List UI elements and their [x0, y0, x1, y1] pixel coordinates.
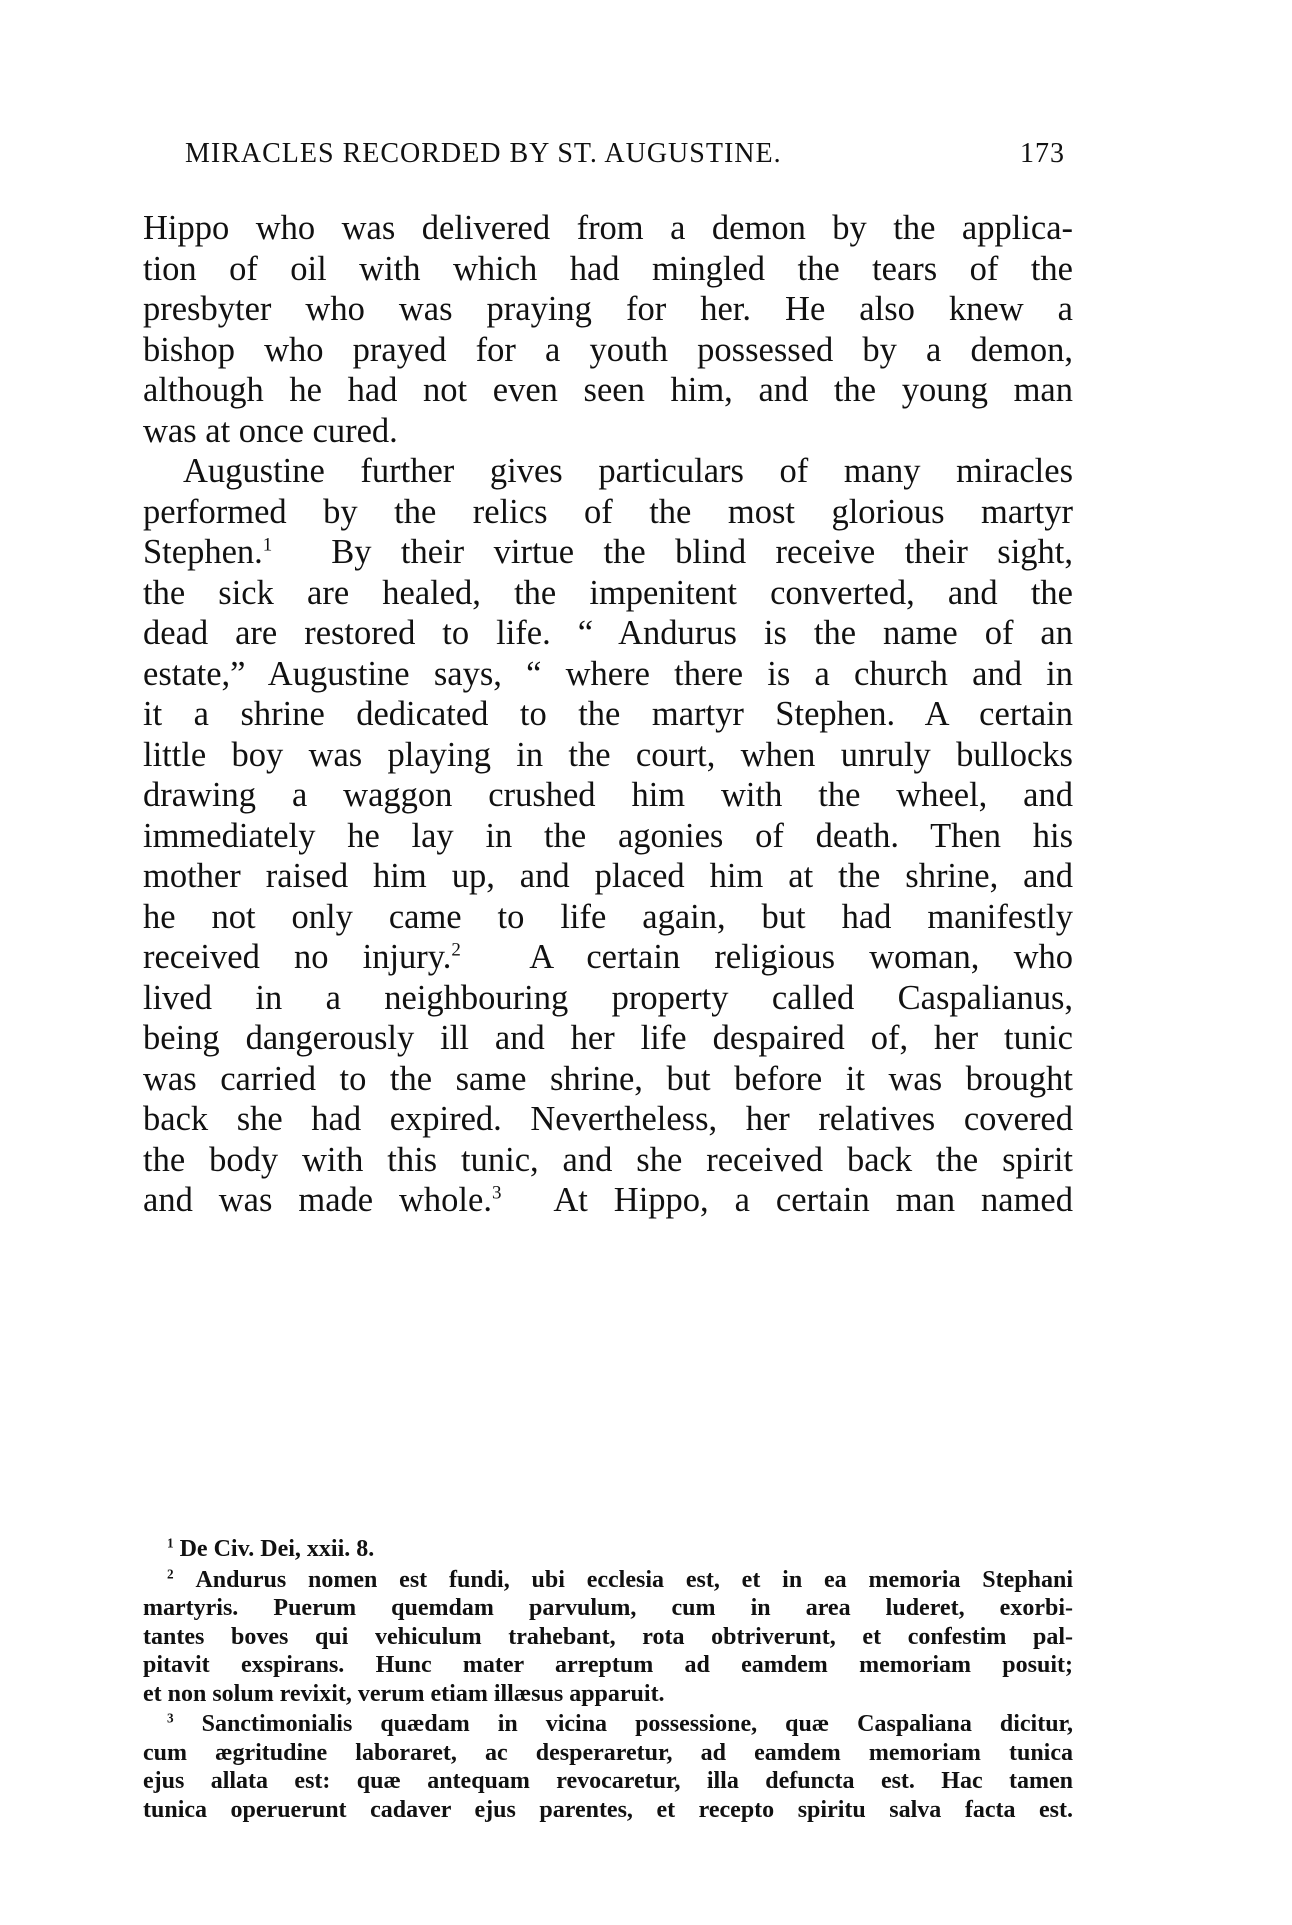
text-line-with-footnote	[143, 937, 1073, 978]
text-line: the body with this tunic, and she received back the spirit	[143, 1140, 1073, 1179]
footnote-line: et non solum revixit, verum etiam illæsus apparuit.	[143, 1680, 665, 1707]
text-line: bishop who prayed for a youth possessed by a demon,	[143, 330, 1073, 369]
text-line: back she had expired. Nevertheless, her relatives covered	[143, 1100, 1073, 1138]
text-line: drawing a waggon crushed him with the wheel, and	[143, 776, 1073, 814]
text-line: mother raised him up, and placed him at the shrine, and	[143, 857, 1073, 895]
footnote-line: martyris. Puerum quemdam parvulum, cum in area luderet, exorbi-	[143, 1595, 1073, 1621]
text-segment: Stephen.	[143, 533, 263, 571]
running-head	[185, 138, 1065, 178]
footnote-text: Andurus nomen est fundi, ubi ecclesia est, et in ea memoria Stephani	[195, 1566, 1073, 1593]
footnote-line: ejus allata est: quæ antequam revocaretur, illa defuncta est. Hac tamen	[143, 1768, 1073, 1794]
text-line: he not only came to life again, but had manifestly	[143, 897, 1073, 936]
text-segment: At Hippo, a certain man named	[553, 1181, 1073, 1219]
text-line: lived in a neighbouring property called Caspalianus,	[143, 978, 1073, 1017]
text-line: tion of oil with which had mingled the tears of the	[143, 249, 1073, 288]
text-line: performed by the relics of the most glorious martyr	[143, 492, 1073, 531]
footnote-2	[143, 1566, 1073, 1595]
text-line: Augustine further gives particulars of many miracles	[183, 452, 1073, 490]
body-text	[143, 208, 1073, 1221]
text-line: was at once cured.	[143, 411, 398, 450]
text-line: presbyter who was praying for her. He also knew a	[143, 290, 1073, 328]
footnote-marker: 2	[167, 1565, 174, 1581]
footnote-reference[interactable]: 1	[262, 534, 273, 556]
footnote-1	[143, 1535, 1073, 1564]
footnote-line: tunica operuerunt cadaver ejus parentes, et recepto spiritu salva facta est.	[143, 1796, 1073, 1823]
text-line: it a shrine dedicated to the martyr Stephen. A certain	[143, 695, 1073, 733]
text-line: estate,” Augustine says, “ where there is a church and in	[143, 654, 1073, 693]
footnote-line: pitavit exspirans. Hunc mater arreptum ad eamdem memoriam posuit;	[143, 1652, 1073, 1678]
footnote-text: Sanctimonialis quædam in vicina possessione, quæ Caspaliana dicitur,	[201, 1711, 1073, 1737]
text-line: the sick are healed, the impenitent converted, and the	[143, 573, 1073, 612]
text-line: although he had not even seen him, and the young man	[143, 371, 1073, 409]
footnotes	[143, 1535, 1073, 1824]
footnote-text: De Civ. Dei, xxii. 8.	[179, 1536, 375, 1562]
text-line: dead are restored to life. “ Andurus is the name of an	[143, 614, 1073, 652]
page-number: 173	[1020, 138, 1065, 169]
footnote-line: tantes boves qui vehiculum trahebant, rota obtriverunt, et confestim pal-	[143, 1623, 1073, 1650]
text-segment: A certain religious woman, who	[529, 938, 1073, 976]
text-line: being dangerously ill and her life despaired of, her tunic	[143, 1019, 1073, 1057]
text-segment: received no injury.	[143, 938, 452, 976]
footnote-3	[143, 1710, 1073, 1739]
text-line: little boy was playing in the court, when unruly bullocks	[143, 735, 1073, 774]
footnote-reference[interactable]: 2	[451, 939, 461, 961]
footnote-marker: 1	[167, 1535, 174, 1551]
text-line-with-footnote	[143, 1180, 1073, 1221]
text-line: immediately he lay in the agonies of death. Then his	[143, 816, 1073, 855]
text-line: Hippo who was delivered from a demon by the applica-	[143, 209, 1073, 247]
text-segment: and was made whole.	[143, 1181, 492, 1219]
text-line: was carried to the same shrine, but before it was brought	[143, 1059, 1073, 1098]
footnote-reference[interactable]: 3	[491, 1182, 502, 1204]
text-line-with-footnote	[143, 532, 1073, 573]
text-segment: By their virtue the blind receive their sight,	[331, 533, 1074, 571]
footnote-marker: 3	[167, 1710, 174, 1726]
running-head-title: MIRACLES RECORDED BY ST. AUGUSTINE.	[185, 138, 782, 169]
footnote-line: cum ægritudine laboraret, ac desperaretur, ad eamdem memoriam tunica	[143, 1739, 1073, 1766]
